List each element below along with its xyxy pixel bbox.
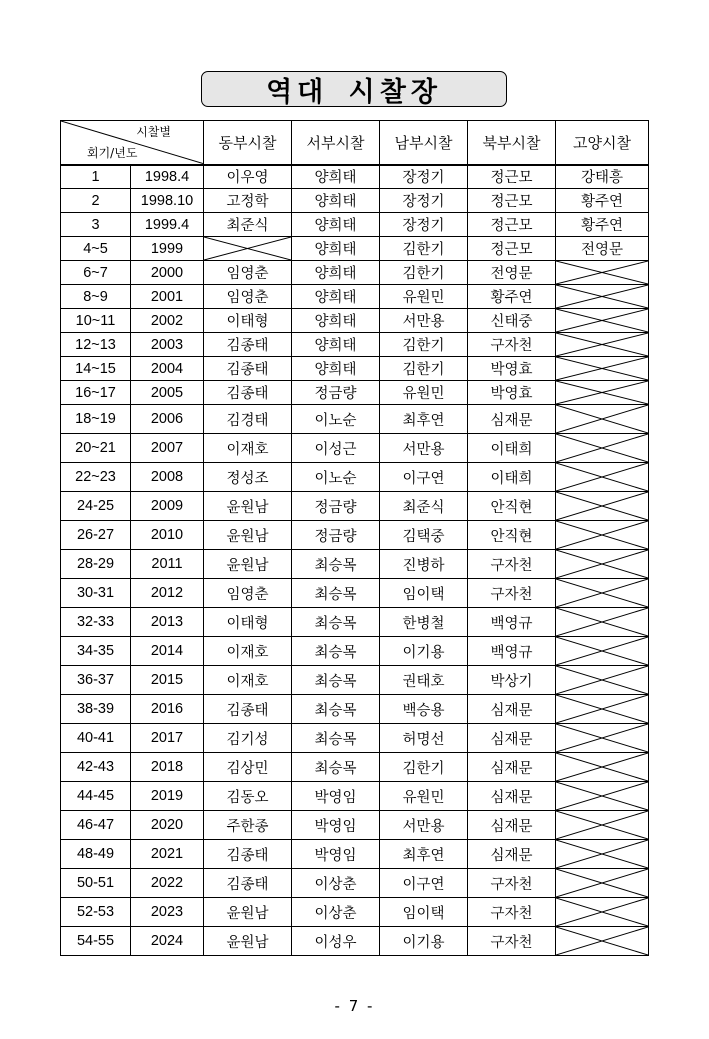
year-cell: 2023 bbox=[131, 898, 204, 927]
inspector-name-west: 최승목 bbox=[292, 550, 380, 579]
inspector-name-east: 고정학 bbox=[204, 189, 292, 213]
empty-cell-crossed bbox=[556, 381, 649, 405]
inspector-name-north: 구자천 bbox=[468, 898, 556, 927]
year-cell: 2001 bbox=[131, 285, 204, 309]
empty-cell-crossed bbox=[556, 285, 649, 309]
empty-cell-crossed bbox=[556, 869, 649, 898]
table-row bbox=[61, 898, 649, 927]
empty-cell-crossed bbox=[556, 608, 649, 637]
year-cell: 1998.10 bbox=[131, 189, 204, 213]
session-cell: 12~13 bbox=[61, 333, 131, 357]
inspector-name-west: 최승목 bbox=[292, 724, 380, 753]
inspector-name-west: 최승목 bbox=[292, 579, 380, 608]
inspector-name-west: 양희태 bbox=[292, 357, 380, 381]
inspector-name-west: 박영임 bbox=[292, 811, 380, 840]
table-row bbox=[61, 608, 649, 637]
year-cell: 2004 bbox=[131, 357, 204, 381]
inspector-name-south: 김한기 bbox=[380, 261, 468, 285]
year-cell: 2015 bbox=[131, 666, 204, 695]
header-row bbox=[61, 121, 649, 165]
table-row bbox=[61, 666, 649, 695]
inspector-name-east: 윤원남 bbox=[204, 521, 292, 550]
cross-mark-icon bbox=[556, 521, 648, 549]
empty-cell-crossed bbox=[556, 666, 649, 695]
inspector-name-east: 김기성 bbox=[204, 724, 292, 753]
corner-top-label: 시찰별 bbox=[136, 125, 171, 139]
table-row bbox=[61, 309, 649, 333]
session-cell: 1 bbox=[61, 165, 131, 189]
inspector-name-north: 신태중 bbox=[468, 309, 556, 333]
empty-cell-crossed bbox=[556, 463, 649, 492]
table-row bbox=[61, 381, 649, 405]
year-cell: 2019 bbox=[131, 782, 204, 811]
inspector-name-east: 김상민 bbox=[204, 753, 292, 782]
year-cell: 1999 bbox=[131, 237, 204, 261]
inspector-name-north: 구자천 bbox=[468, 550, 556, 579]
table-row bbox=[61, 189, 649, 213]
session-cell: 44-45 bbox=[61, 782, 131, 811]
inspector-name-north: 이태희 bbox=[468, 434, 556, 463]
inspector-name-east: 최준식 bbox=[204, 213, 292, 237]
table-row bbox=[61, 695, 649, 724]
inspector-name-south: 한병철 bbox=[380, 608, 468, 637]
cross-mark-icon bbox=[556, 724, 648, 752]
inspector-name-south: 최후연 bbox=[380, 405, 468, 434]
inspector-name-south: 장정기 bbox=[380, 189, 468, 213]
table-row bbox=[61, 463, 649, 492]
year-cell: 2017 bbox=[131, 724, 204, 753]
cross-mark-icon bbox=[556, 357, 648, 380]
empty-cell-crossed bbox=[556, 840, 649, 869]
cross-mark-icon bbox=[556, 811, 648, 839]
inspector-name-west: 양희태 bbox=[292, 213, 380, 237]
session-cell: 18~19 bbox=[61, 405, 131, 434]
inspector-name-north: 박영효 bbox=[468, 381, 556, 405]
year-cell: 2007 bbox=[131, 434, 204, 463]
table-row bbox=[61, 521, 649, 550]
inspector-name-west: 박영임 bbox=[292, 840, 380, 869]
inspector-name-south: 최준식 bbox=[380, 492, 468, 521]
session-cell: 42-43 bbox=[61, 753, 131, 782]
column-header-north: 북부시찰 bbox=[468, 121, 556, 165]
inspector-name-west: 박영임 bbox=[292, 782, 380, 811]
empty-cell-crossed bbox=[556, 261, 649, 285]
table-row bbox=[61, 165, 649, 189]
session-cell: 16~17 bbox=[61, 381, 131, 405]
inspector-name-east: 윤원남 bbox=[204, 898, 292, 927]
cross-mark-icon bbox=[556, 285, 648, 308]
table-row bbox=[61, 753, 649, 782]
inspector-name-north: 정근모 bbox=[468, 165, 556, 189]
inspector-name-west: 정금량 bbox=[292, 492, 380, 521]
table-row bbox=[61, 637, 649, 666]
inspector-name-south: 서만용 bbox=[380, 434, 468, 463]
inspector-name-east: 임영춘 bbox=[204, 285, 292, 309]
cross-mark-icon bbox=[556, 869, 648, 897]
cross-mark-icon bbox=[556, 666, 648, 694]
inspector-name-east: 김종태 bbox=[204, 869, 292, 898]
inspector-name-east: 이우영 bbox=[204, 165, 292, 189]
inspector-name-east: 윤원남 bbox=[204, 927, 292, 956]
empty-cell-crossed bbox=[556, 637, 649, 666]
session-cell: 2 bbox=[61, 189, 131, 213]
inspector-name-south: 김택중 bbox=[380, 521, 468, 550]
inspector-name-north: 백영규 bbox=[468, 637, 556, 666]
inspector-name-south: 권태호 bbox=[380, 666, 468, 695]
inspector-name-south: 임이택 bbox=[380, 579, 468, 608]
session-cell: 14~15 bbox=[61, 357, 131, 381]
year-cell: 2006 bbox=[131, 405, 204, 434]
empty-cell-crossed bbox=[556, 898, 649, 927]
inspector-name-west: 양희태 bbox=[292, 189, 380, 213]
empty-cell-crossed bbox=[556, 724, 649, 753]
empty-cell-crossed bbox=[556, 550, 649, 579]
table-row bbox=[61, 579, 649, 608]
cross-mark-icon bbox=[556, 434, 648, 462]
inspector-name-north: 안직현 bbox=[468, 492, 556, 521]
cross-mark-icon bbox=[556, 927, 648, 955]
cross-mark-icon bbox=[556, 261, 648, 284]
year-cell: 2014 bbox=[131, 637, 204, 666]
table-body bbox=[61, 165, 649, 956]
table-row bbox=[61, 869, 649, 898]
inspector-name-east: 김경태 bbox=[204, 405, 292, 434]
session-cell: 3 bbox=[61, 213, 131, 237]
inspector-name-south: 김한기 bbox=[380, 237, 468, 261]
inspector-name-south: 이구연 bbox=[380, 869, 468, 898]
year-cell: 2003 bbox=[131, 333, 204, 357]
inspector-name-east: 이재호 bbox=[204, 434, 292, 463]
inspector-name-north: 황주연 bbox=[468, 285, 556, 309]
inspector-name-east: 주한종 bbox=[204, 811, 292, 840]
inspector-name-west: 이상춘 bbox=[292, 898, 380, 927]
inspector-name-east: 윤원남 bbox=[204, 492, 292, 521]
session-cell: 38-39 bbox=[61, 695, 131, 724]
inspector-name-west: 정금량 bbox=[292, 381, 380, 405]
inspector-name-east: 임영춘 bbox=[204, 579, 292, 608]
inspector-name-north: 박영효 bbox=[468, 357, 556, 381]
table-row bbox=[61, 237, 649, 261]
year-cell: 2008 bbox=[131, 463, 204, 492]
inspector-name-north: 백영규 bbox=[468, 608, 556, 637]
inspector-name-south: 유원민 bbox=[380, 782, 468, 811]
session-cell: 36-37 bbox=[61, 666, 131, 695]
inspector-name-west: 이성근 bbox=[292, 434, 380, 463]
year-cell: 2018 bbox=[131, 753, 204, 782]
cross-mark-icon bbox=[556, 898, 648, 926]
inspector-name-east: 정성조 bbox=[204, 463, 292, 492]
inspector-name-goyang: 강태흥 bbox=[556, 165, 649, 189]
cross-mark-icon bbox=[556, 492, 648, 520]
table-row bbox=[61, 357, 649, 381]
inspector-name-east: 윤원남 bbox=[204, 550, 292, 579]
inspector-name-west: 정금량 bbox=[292, 521, 380, 550]
inspector-name-north: 구자천 bbox=[468, 927, 556, 956]
page-title: 역대 시찰장 bbox=[201, 71, 507, 107]
table-row bbox=[61, 811, 649, 840]
cross-mark-icon bbox=[556, 333, 648, 356]
year-cell: 1999.4 bbox=[131, 213, 204, 237]
inspector-name-south: 서만용 bbox=[380, 811, 468, 840]
session-cell: 26-27 bbox=[61, 521, 131, 550]
session-cell: 50-51 bbox=[61, 869, 131, 898]
inspector-name-north: 구자천 bbox=[468, 333, 556, 357]
table-row bbox=[61, 333, 649, 357]
inspector-name-south: 허명선 bbox=[380, 724, 468, 753]
inspector-name-north: 구자천 bbox=[468, 869, 556, 898]
inspector-name-east: 임영춘 bbox=[204, 261, 292, 285]
session-cell: 48-49 bbox=[61, 840, 131, 869]
cross-mark-icon bbox=[556, 381, 648, 404]
column-header-south: 남부시찰 bbox=[380, 121, 468, 165]
year-cell: 2010 bbox=[131, 521, 204, 550]
inspector-name-north: 심재문 bbox=[468, 724, 556, 753]
year-cell: 2022 bbox=[131, 869, 204, 898]
inspector-name-north: 심재문 bbox=[468, 405, 556, 434]
inspector-name-east: 이재호 bbox=[204, 666, 292, 695]
inspector-name-west: 최승목 bbox=[292, 637, 380, 666]
inspector-name-south: 장정기 bbox=[380, 165, 468, 189]
inspector-name-south: 김한기 bbox=[380, 357, 468, 381]
inspector-name-east: 김종태 bbox=[204, 381, 292, 405]
inspector-name-west: 양희태 bbox=[292, 261, 380, 285]
inspector-name-north: 구자천 bbox=[468, 579, 556, 608]
table-row bbox=[61, 724, 649, 753]
inspector-name-west: 최승목 bbox=[292, 666, 380, 695]
table-row bbox=[61, 285, 649, 309]
cross-mark-icon bbox=[556, 840, 648, 868]
year-cell: 1998.4 bbox=[131, 165, 204, 189]
inspector-name-south: 임이택 bbox=[380, 898, 468, 927]
inspector-name-north: 심재문 bbox=[468, 840, 556, 869]
empty-cell-crossed bbox=[556, 309, 649, 333]
session-cell: 32-33 bbox=[61, 608, 131, 637]
inspector-name-north: 박상기 bbox=[468, 666, 556, 695]
inspector-name-north: 심재문 bbox=[468, 753, 556, 782]
session-cell: 22~23 bbox=[61, 463, 131, 492]
inspector-name-goyang: 황주연 bbox=[556, 213, 649, 237]
empty-cell-crossed bbox=[556, 492, 649, 521]
table-row bbox=[61, 927, 649, 956]
inspector-name-south: 유원민 bbox=[380, 381, 468, 405]
table-row bbox=[61, 405, 649, 434]
inspector-name-west: 이성우 bbox=[292, 927, 380, 956]
table-row bbox=[61, 434, 649, 463]
inspector-name-north: 정근모 bbox=[468, 189, 556, 213]
table-row bbox=[61, 492, 649, 521]
column-header-east: 동부시찰 bbox=[204, 121, 292, 165]
session-cell: 34-35 bbox=[61, 637, 131, 666]
corner-bottom-label: 회기/년도 bbox=[87, 145, 138, 160]
inspector-name-east: 이태형 bbox=[204, 309, 292, 333]
cross-mark-icon bbox=[556, 608, 648, 636]
inspector-history-table bbox=[60, 120, 649, 956]
empty-cell-crossed bbox=[556, 782, 649, 811]
inspector-name-north: 이태희 bbox=[468, 463, 556, 492]
inspector-name-north: 정근모 bbox=[468, 213, 556, 237]
empty-cell-crossed bbox=[556, 579, 649, 608]
empty-cell-crossed bbox=[556, 927, 649, 956]
inspector-name-west: 이노순 bbox=[292, 463, 380, 492]
inspector-name-south: 김한기 bbox=[380, 333, 468, 357]
inspector-name-east: 김종태 bbox=[204, 840, 292, 869]
column-header-west: 서부시찰 bbox=[292, 121, 380, 165]
year-cell: 2020 bbox=[131, 811, 204, 840]
cross-mark-icon bbox=[556, 579, 648, 607]
year-cell: 2024 bbox=[131, 927, 204, 956]
inspector-name-north: 심재문 bbox=[468, 811, 556, 840]
year-cell: 2009 bbox=[131, 492, 204, 521]
inspector-name-south: 이구연 bbox=[380, 463, 468, 492]
cross-mark-icon bbox=[556, 695, 648, 723]
inspector-name-goyang: 전영문 bbox=[556, 237, 649, 261]
inspector-name-south: 서만용 bbox=[380, 309, 468, 333]
session-cell: 4~5 bbox=[61, 237, 131, 261]
session-cell: 40-41 bbox=[61, 724, 131, 753]
table-row bbox=[61, 782, 649, 811]
inspector-name-east: 김종태 bbox=[204, 357, 292, 381]
empty-cell-crossed bbox=[556, 753, 649, 782]
column-header-goyang: 고양시찰 bbox=[556, 121, 649, 165]
empty-cell-crossed bbox=[556, 434, 649, 463]
inspector-name-west: 최승목 bbox=[292, 608, 380, 637]
year-cell: 2000 bbox=[131, 261, 204, 285]
year-cell: 2002 bbox=[131, 309, 204, 333]
corner-header bbox=[61, 121, 204, 165]
page-number: - 7 - bbox=[334, 997, 375, 1015]
cross-mark-icon bbox=[556, 782, 648, 810]
inspector-name-south: 유원민 bbox=[380, 285, 468, 309]
session-cell: 28-29 bbox=[61, 550, 131, 579]
inspector-name-east: 김종태 bbox=[204, 695, 292, 724]
session-cell: 54-55 bbox=[61, 927, 131, 956]
empty-cell-crossed bbox=[556, 333, 649, 357]
empty-cell-crossed bbox=[204, 237, 292, 261]
session-cell: 46-47 bbox=[61, 811, 131, 840]
year-cell: 2013 bbox=[131, 608, 204, 637]
session-cell: 10~11 bbox=[61, 309, 131, 333]
session-cell: 24-25 bbox=[61, 492, 131, 521]
year-cell: 2021 bbox=[131, 840, 204, 869]
table-row bbox=[61, 550, 649, 579]
cross-mark-icon bbox=[556, 405, 648, 433]
cross-mark-icon bbox=[556, 753, 648, 781]
inspector-name-west: 이상춘 bbox=[292, 869, 380, 898]
inspector-name-south: 장정기 bbox=[380, 213, 468, 237]
inspector-name-east: 김종태 bbox=[204, 333, 292, 357]
table-row bbox=[61, 840, 649, 869]
inspector-name-south: 진병하 bbox=[380, 550, 468, 579]
inspector-name-west: 양희태 bbox=[292, 333, 380, 357]
inspector-name-south: 백승용 bbox=[380, 695, 468, 724]
inspector-name-goyang: 황주연 bbox=[556, 189, 649, 213]
session-cell: 20~21 bbox=[61, 434, 131, 463]
inspector-name-south: 이기용 bbox=[380, 927, 468, 956]
inspector-name-west: 최승목 bbox=[292, 695, 380, 724]
empty-cell-crossed bbox=[556, 521, 649, 550]
empty-cell-crossed bbox=[556, 405, 649, 434]
inspector-name-south: 김한기 bbox=[380, 753, 468, 782]
year-cell: 2011 bbox=[131, 550, 204, 579]
inspector-name-east: 이재호 bbox=[204, 637, 292, 666]
inspector-name-west: 양희태 bbox=[292, 309, 380, 333]
cross-mark-icon bbox=[556, 550, 648, 578]
empty-cell-crossed bbox=[556, 357, 649, 381]
inspector-name-south: 최후연 bbox=[380, 840, 468, 869]
inspector-name-east: 김동오 bbox=[204, 782, 292, 811]
session-cell: 8~9 bbox=[61, 285, 131, 309]
table-row bbox=[61, 261, 649, 285]
inspector-name-north: 안직현 bbox=[468, 521, 556, 550]
inspector-name-west: 이노순 bbox=[292, 405, 380, 434]
inspector-name-north: 심재문 bbox=[468, 695, 556, 724]
empty-cell-crossed bbox=[556, 695, 649, 724]
inspector-name-west: 양희태 bbox=[292, 165, 380, 189]
year-cell: 2012 bbox=[131, 579, 204, 608]
inspector-name-north: 정근모 bbox=[468, 237, 556, 261]
empty-cell-crossed bbox=[556, 811, 649, 840]
year-cell: 2016 bbox=[131, 695, 204, 724]
cross-mark-icon bbox=[204, 237, 291, 260]
inspector-name-north: 심재문 bbox=[468, 782, 556, 811]
inspector-name-east: 이태형 bbox=[204, 608, 292, 637]
inspector-name-west: 양희태 bbox=[292, 237, 380, 261]
session-cell: 30-31 bbox=[61, 579, 131, 608]
inspector-name-west: 양희태 bbox=[292, 285, 380, 309]
cross-mark-icon bbox=[556, 637, 648, 665]
inspector-name-north: 전영문 bbox=[468, 261, 556, 285]
table-row bbox=[61, 213, 649, 237]
inspector-name-south: 이기용 bbox=[380, 637, 468, 666]
cross-mark-icon bbox=[556, 463, 648, 491]
inspector-name-west: 최승목 bbox=[292, 753, 380, 782]
session-cell: 52-53 bbox=[61, 898, 131, 927]
session-cell: 6~7 bbox=[61, 261, 131, 285]
cross-mark-icon bbox=[556, 309, 648, 332]
year-cell: 2005 bbox=[131, 381, 204, 405]
